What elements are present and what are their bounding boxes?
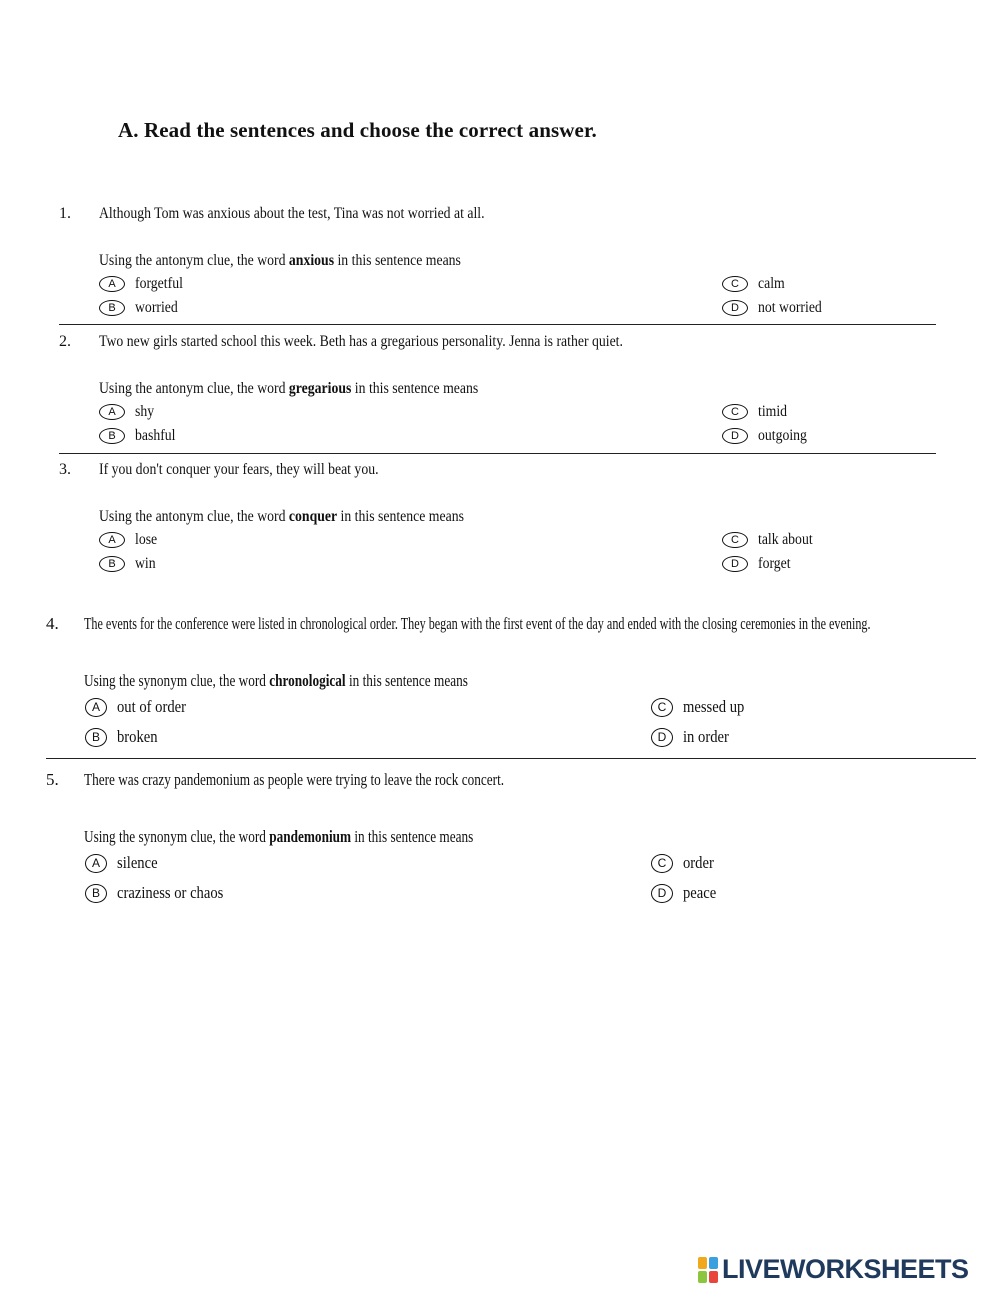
logo-square [698,1257,707,1269]
option-bubble[interactable]: C [651,854,673,873]
option-bubble[interactable]: A [85,854,107,873]
option-bubble[interactable]: D [651,728,673,747]
option-d[interactable] [651,727,736,747]
option-text: craziness or chaos [117,883,224,902]
option-bubble[interactable]: A [99,404,125,420]
option-text: worried [135,299,178,316]
option-d[interactable] [722,555,796,573]
option-c[interactable] [722,531,822,549]
option-bubble[interactable]: A [99,532,125,548]
option-text: timid [758,403,788,420]
keyword: pandemonium [269,827,352,846]
option-bubble[interactable]: B [99,556,125,572]
option-b[interactable] [99,555,159,573]
logo-mark-icon [698,1257,718,1283]
option-text: calm [758,275,785,292]
option-a[interactable] [85,853,164,873]
option-bubble[interactable]: C [722,276,748,292]
question-number: 5. [46,770,59,789]
logo-square [698,1271,707,1283]
keyword: chronological [269,671,346,690]
question-number: 1. [59,205,71,222]
logo-square [709,1257,718,1269]
option-bubble[interactable]: C [651,698,673,717]
option-bubble[interactable]: C [722,404,748,420]
option-bubble[interactable]: D [651,884,673,903]
option-c[interactable] [651,697,754,717]
option-b[interactable] [99,427,182,445]
question-number: 2. [59,333,71,350]
option-b[interactable] [85,883,241,903]
option-a[interactable] [85,697,197,717]
question-sentence: If you don't conquer your fears, they will beat you. [99,461,379,478]
option-bubble[interactable]: D [722,300,748,316]
logo-square [709,1271,718,1283]
option-bubble[interactable]: B [99,300,125,316]
question-prompt: Using the antonym clue, the word conquer in this sentence means [99,508,464,525]
option-b[interactable] [99,299,185,317]
option-text: broken [117,727,158,746]
question-prompt: Using the antonym clue, the word anxious in this sentence means [99,252,461,269]
option-d[interactable] [722,299,832,317]
option-text: talk about [758,531,813,548]
option-bubble[interactable]: B [85,728,107,747]
liveworksheets-logo [698,1254,969,1285]
question-prompt: Using the synonym clue, the word chronological in this sentence means [84,671,468,690]
option-text: out of order [117,697,187,716]
question-sentence: The events for the conference were listed in chronological order. They began with the first event of the day and ended with the closing ceremonies in the evening. [84,614,871,633]
keyword: anxious [288,252,335,269]
option-bubble[interactable]: C [722,532,748,548]
option-bubble[interactable]: B [99,428,125,444]
question-number: 4. [46,614,59,633]
divider [46,758,976,759]
option-text: messed up [683,697,745,716]
option-c[interactable] [651,853,719,873]
option-text: peace [683,883,717,902]
option-c[interactable] [722,275,789,293]
divider [59,453,936,454]
question-number: 3. [59,461,71,478]
option-text: order [683,853,714,872]
option-bubble[interactable]: B [85,884,107,903]
option-bubble[interactable]: A [85,698,107,717]
option-text: forgetful [135,275,183,292]
worksheet-title: A. Read the sentences and choose the correct answer. [118,118,597,142]
question-sentence: Two new girls started school this week. Beth has a gregarious personality. Jenna is rather quiet. [99,333,623,350]
keyword: conquer [288,508,338,525]
option-text: shy [135,403,155,420]
divider [59,324,936,325]
question-prompt: Using the antonym clue, the word gregarious in this sentence means [99,380,479,397]
brand-name: LIVEWORKSHEETS [722,1254,969,1284]
question-prompt: Using the synonym clue, the word pandemonium in this sentence means [84,827,474,846]
option-a[interactable] [99,403,157,421]
option-a[interactable] [99,531,161,549]
option-text: not worried [758,299,822,316]
option-bubble[interactable]: A [99,276,125,292]
keyword: gregarious [288,380,352,397]
option-text: forget [758,555,791,572]
option-c[interactable] [722,403,792,421]
option-text: silence [117,853,158,872]
option-bubble[interactable]: D [722,556,748,572]
option-a[interactable] [99,275,191,293]
question-sentence: There was crazy pandemonium as people were trying to leave the rock concert. [84,770,505,789]
option-text: lose [135,531,158,548]
option-d[interactable] [651,883,722,903]
option-text: win [135,555,156,572]
option-text: outgoing [758,427,807,444]
option-b[interactable] [85,727,164,747]
option-text: bashful [135,427,176,444]
option-bubble[interactable]: D [722,428,748,444]
option-text: in order [683,727,729,746]
option-d[interactable] [722,427,815,445]
question-sentence: Although Tom was anxious about the test, Tina was not worried at all. [99,205,485,222]
